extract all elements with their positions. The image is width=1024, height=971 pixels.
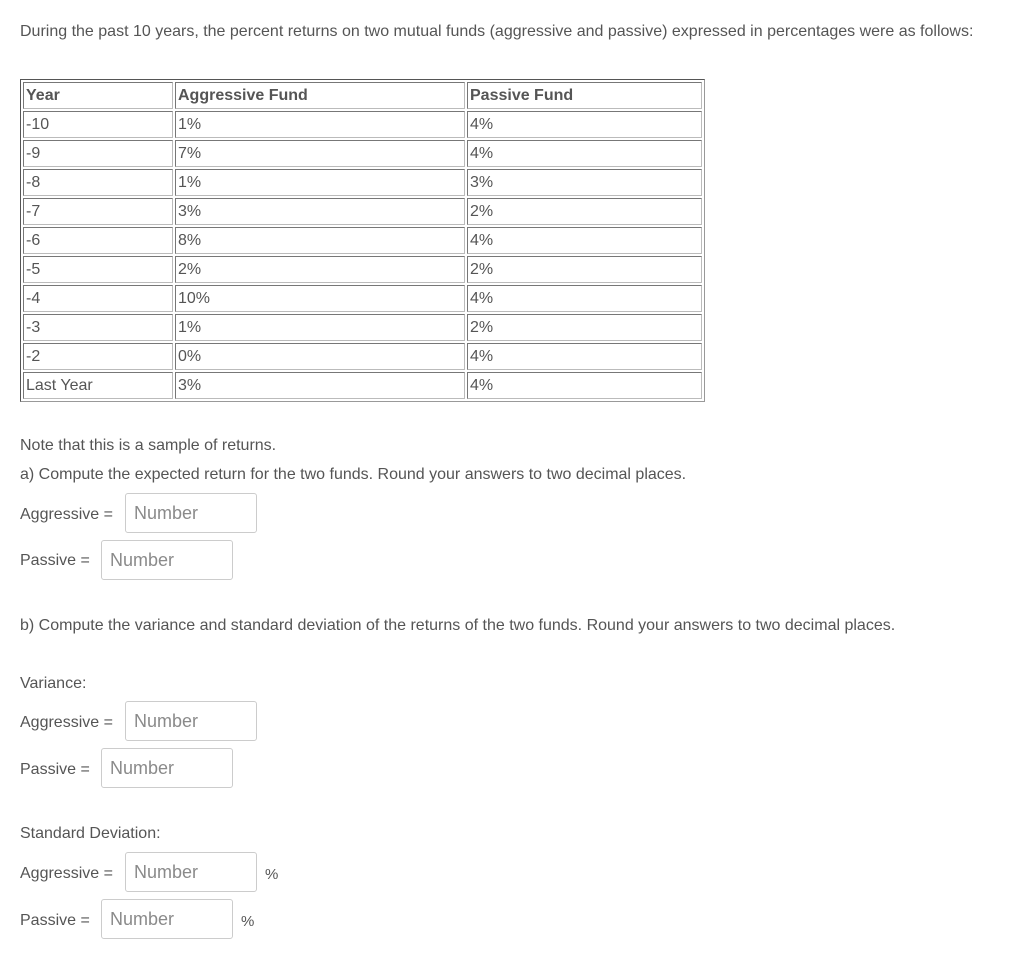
cell-passive: 4% — [467, 111, 702, 138]
cell-year: -2 — [23, 343, 173, 370]
cell-year: Last Year — [23, 372, 173, 399]
part-a-passive-label: Passive = — [20, 552, 90, 569]
cell-aggressive: 3% — [175, 198, 465, 225]
variance-passive-label: Passive = — [20, 761, 90, 778]
std-passive-percent-unit: % — [241, 913, 255, 930]
std-aggressive-percent-unit: % — [265, 866, 279, 883]
cell-passive: 4% — [467, 285, 702, 312]
returns-table — [20, 79, 705, 402]
cell-passive: 4% — [467, 343, 702, 370]
cell-aggressive: 8% — [175, 227, 465, 254]
sample-note: Note that this is a sample of returns. — [20, 437, 277, 454]
std-aggressive-label: Aggressive = — [20, 865, 113, 882]
cell-passive: 4% — [467, 372, 702, 399]
header-aggressive-fund: Aggressive Fund — [175, 82, 465, 109]
cell-year: -3 — [23, 314, 173, 341]
table-row — [23, 169, 702, 196]
cell-passive: 2% — [467, 256, 702, 283]
cell-aggressive: 7% — [175, 140, 465, 167]
cell-passive: 2% — [467, 314, 702, 341]
cell-year: -10 — [23, 111, 173, 138]
cell-passive: 3% — [467, 169, 702, 196]
std-deviation-aggressive-input[interactable] — [125, 852, 257, 892]
table-row — [23, 198, 702, 225]
variance-passive-input[interactable] — [101, 748, 233, 788]
intro-text: During the past 10 years, the percent returns on two mutual funds (aggressive and passive) expressed in percentages were as follows: — [20, 23, 974, 40]
std-deviation-heading: Standard Deviation: — [20, 825, 161, 842]
cell-aggressive: 1% — [175, 314, 465, 341]
table-row — [23, 285, 702, 312]
variance-heading: Variance: — [20, 675, 87, 692]
cell-year: -4 — [23, 285, 173, 312]
cell-year: -8 — [23, 169, 173, 196]
expected-return-passive-input[interactable] — [101, 540, 233, 580]
cell-year: -5 — [23, 256, 173, 283]
table-header-row — [23, 82, 702, 109]
std-passive-label: Passive = — [20, 912, 90, 929]
cell-passive: 4% — [467, 227, 702, 254]
header-passive-fund: Passive Fund — [467, 82, 702, 109]
table-row — [23, 140, 702, 167]
cell-aggressive: 1% — [175, 111, 465, 138]
table-row — [23, 343, 702, 370]
cell-aggressive: 2% — [175, 256, 465, 283]
std-deviation-passive-input[interactable] — [101, 899, 233, 939]
variance-aggressive-label: Aggressive = — [20, 714, 113, 731]
variance-aggressive-input[interactable] — [125, 701, 257, 741]
cell-aggressive: 3% — [175, 372, 465, 399]
cell-year: -7 — [23, 198, 173, 225]
table-row — [23, 111, 702, 138]
header-year: Year — [23, 82, 173, 109]
cell-year: -9 — [23, 140, 173, 167]
part-a-aggressive-label: Aggressive = — [20, 506, 113, 523]
table-row — [23, 372, 702, 399]
table-row — [23, 314, 702, 341]
cell-aggressive: 0% — [175, 343, 465, 370]
part-b-question: b) Compute the variance and standard deviation of the returns of the two funds. Round your answers to two decimal places. — [20, 617, 896, 634]
cell-passive: 4% — [467, 140, 702, 167]
cell-aggressive: 1% — [175, 169, 465, 196]
expected-return-aggressive-input[interactable] — [125, 493, 257, 533]
part-a-question: a) Compute the expected return for the two funds. Round your answers to two decimal places. — [20, 466, 687, 483]
cell-aggressive: 10% — [175, 285, 465, 312]
cell-passive: 2% — [467, 198, 702, 225]
table-row — [23, 256, 702, 283]
cell-year: -6 — [23, 227, 173, 254]
table-row — [23, 227, 702, 254]
